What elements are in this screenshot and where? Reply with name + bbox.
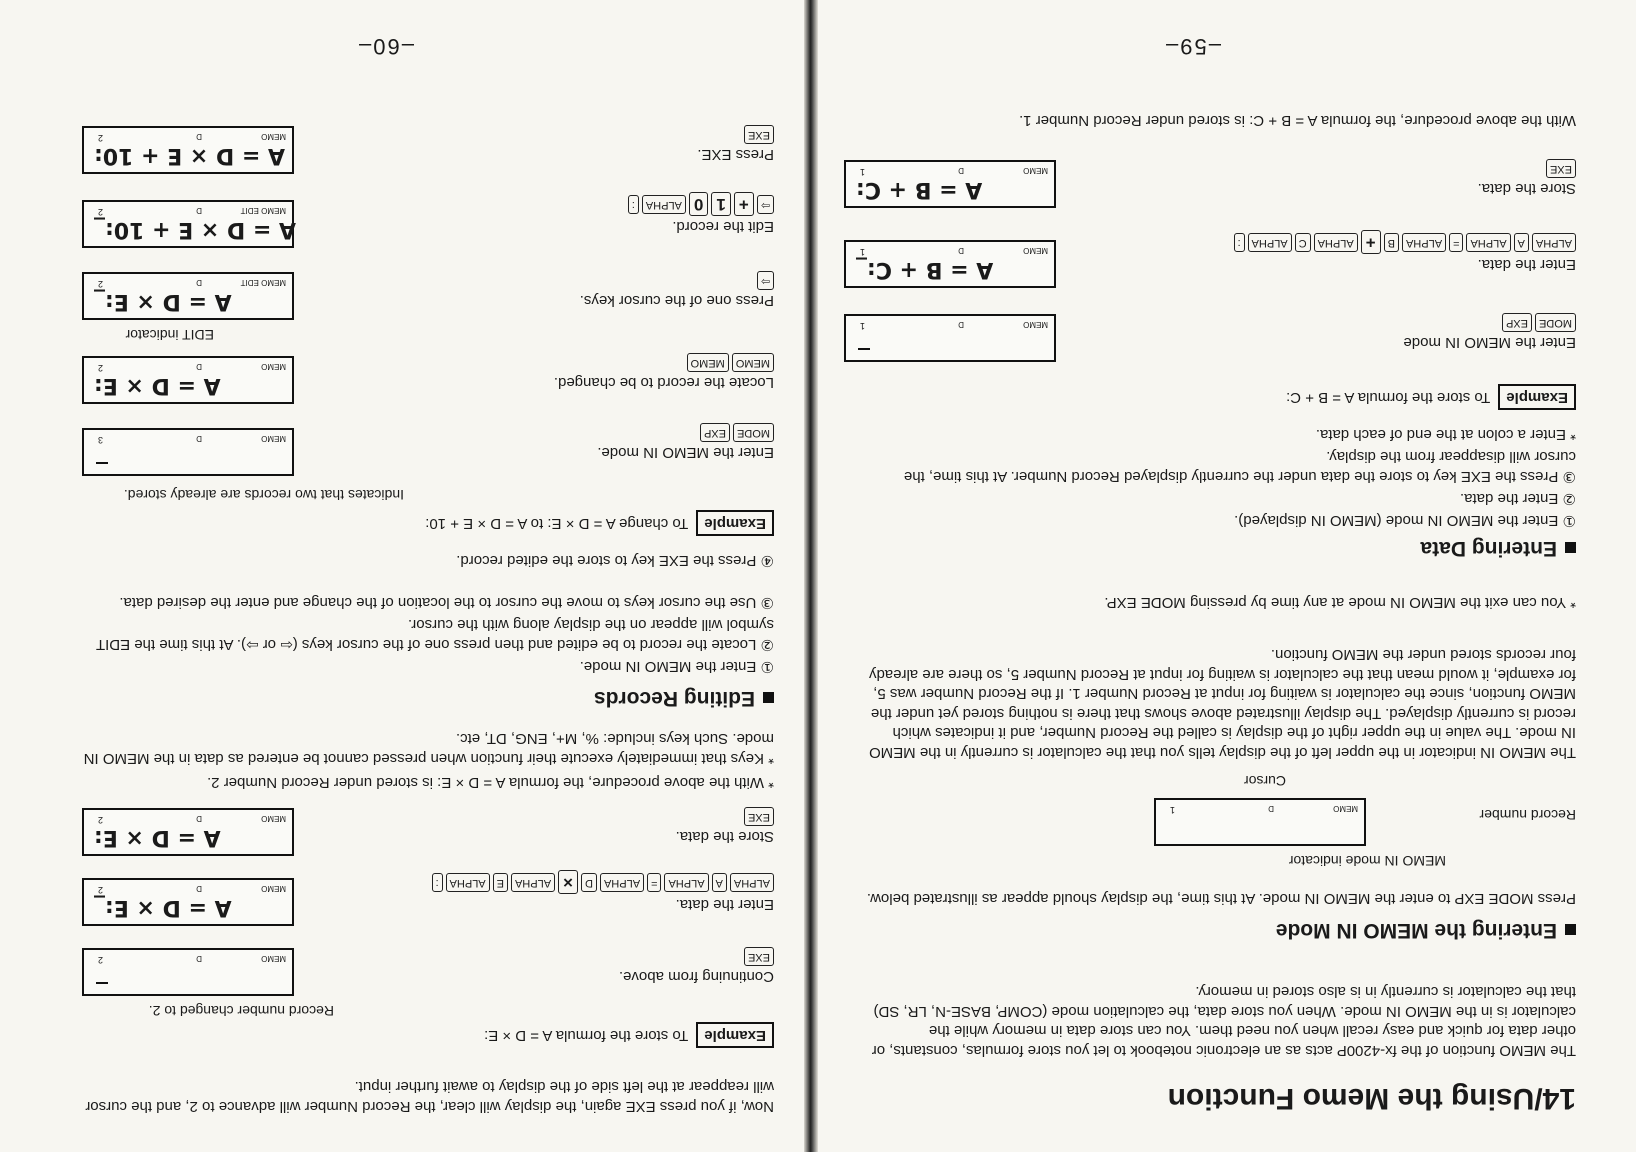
step-3: ③ Use the cursor keys to move the cursor to the location of the change and enter the desired data.	[119, 594, 774, 611]
step-label: Edit the record.	[672, 218, 774, 235]
mode-key: MODE	[733, 423, 774, 441]
alpha-key: ALPHA	[1314, 233, 1358, 251]
a-key: A	[1514, 233, 1529, 251]
record-changed-label: Record number changed to 2.	[148, 1003, 334, 1019]
note-1: * With the above procedure, the formula A = D × E: is stored under Record Number 2.	[207, 774, 774, 791]
d-indicator: D	[196, 206, 202, 216]
section-heading	[594, 685, 774, 712]
step-2: ② Locate the record to be edited and then press one of the cursor keys (⇦ or ⇨). At this time the EDIT symbol will appear on the display along with the cursor.	[96, 616, 774, 653]
record-number: 3	[98, 434, 104, 445]
plus-key: +	[734, 192, 754, 216]
record-number: 2	[98, 814, 104, 825]
memo-indicator: MEMO	[261, 278, 286, 288]
exe-key: EXE	[744, 947, 774, 965]
display-text: A = B + C:	[856, 177, 983, 202]
d-indicator: D	[958, 166, 964, 176]
indicator-label: MEMO IN mode indicator	[1288, 853, 1446, 869]
alpha-key: ALPHA	[642, 195, 686, 213]
plus-key: +	[1361, 230, 1381, 254]
memo-indicator: MEMO	[261, 814, 286, 824]
example-badge: Example	[1498, 385, 1576, 411]
edit-indicator: EDIT	[240, 206, 259, 216]
d-indicator: D	[196, 278, 202, 288]
equals-key: =	[647, 873, 661, 891]
alpha-key: ALPHA	[446, 873, 490, 891]
d-indicator: D	[196, 132, 202, 142]
press-paragraph: Press MODE EXP to enter the MEMO IN mode. At this time, the display should appear as illustrated below.	[866, 890, 1576, 907]
cursor-dash	[96, 462, 108, 464]
step-label: Continuing from above.	[618, 968, 774, 985]
example-row	[1286, 385, 1576, 411]
memo-indicator: MEMO	[1023, 246, 1048, 256]
display-text: A = B + C:_	[856, 257, 994, 282]
example-row	[425, 511, 774, 537]
cursor-label: Cursor	[1243, 773, 1286, 789]
step-label: Enter the data.	[675, 896, 774, 913]
step-3: ③ Press the EXE key to store the data under the currently displayed Record Number. At this time, the cursor will disappear from the display.	[903, 448, 1576, 485]
record-number-label: Record number	[1479, 807, 1576, 823]
display-text: A = D × E:_	[94, 289, 232, 314]
d-indicator: D	[1268, 804, 1274, 814]
memo-indicator: MEMO	[261, 206, 286, 216]
square-bullet-icon	[1565, 542, 1576, 553]
page-number: –60–	[357, 34, 414, 59]
colon-key: :	[628, 195, 639, 213]
example-badge: Example	[696, 1023, 774, 1049]
lcd-display	[844, 240, 1056, 288]
record-number: 1	[860, 246, 866, 257]
exp-key: EXP	[1502, 313, 1532, 331]
step-2: ② Enter the data.	[1459, 490, 1576, 507]
zero-key: 0	[689, 192, 708, 216]
lcd-display	[844, 160, 1056, 208]
a-key: A	[712, 873, 727, 891]
right-arrow-key: ⇨	[757, 271, 774, 289]
top-paragraph: Now, if you press EXE again, the display will clear, the Record Number will advance to 2, and the cursor will reappear at the left side of the display to await further input.	[85, 1078, 774, 1115]
step-row-store	[1478, 159, 1576, 198]
edit-indicator: EDIT	[240, 278, 259, 288]
step-row-enter	[429, 870, 774, 914]
c-key: C	[1295, 233, 1311, 251]
step-row-locate	[554, 353, 774, 392]
example-text: To store the formula A = D × E:	[484, 1027, 689, 1044]
example-row	[484, 1023, 774, 1049]
mode-key: MODE	[1535, 313, 1576, 331]
memo-edit-indicators	[241, 205, 286, 215]
exit-note: * You can exit the MEMO IN mode at any time by pressing MODE EXP.	[1104, 594, 1576, 611]
alpha-key: ALPHA	[1532, 233, 1576, 251]
heading-text: Editing Records	[593, 687, 755, 710]
alpha-key: ALPHA	[665, 873, 709, 891]
step-label: Enter the MEMO IN mode	[1403, 334, 1576, 351]
memo-in-explanation: The MEMO IN indicator in the upper left of the display tells you that the calculator is currently in the MEMO IN mode. The value in the upper right of the display is called the Record Number, and it indicates which record is currently displayed. The display illustrated above shows that there is nothing stored yet under the MEMO function, since the calculator is waiting for input at Record Number 1. If the Record Number was 5, for example, it would mean that the calculator is waiting for input at Record Number 5, so there are already four records stored under the MEMO function.	[868, 646, 1576, 761]
exp-key: EXP	[700, 423, 730, 441]
lcd-display	[844, 314, 1056, 362]
d-key: D	[581, 873, 597, 891]
lcd-display-memo-in	[1154, 798, 1366, 846]
record-number: 1	[860, 320, 866, 331]
step-row-mode	[1403, 313, 1576, 352]
step-row-cursor	[580, 271, 774, 310]
step-row-press	[697, 125, 774, 164]
memo-indicator: MEMO	[1333, 804, 1358, 814]
memo-indicator: MEMO	[261, 362, 286, 372]
intro-paragraph: The MEMO function of the fx-4200P acts as an electronic notebook to let you store formulas, constants, or other data for quick and easy recall when you need them. You can store data in memory while the calculator is in the MEMO IN mode. When you store data, the calculation mode (COMP, BASE-N, LR, SD) that the calculator is currently in is also stored in memory.	[871, 983, 1576, 1059]
square-bullet-icon	[1565, 924, 1576, 935]
edit-indicator-label: EDIT indicator	[125, 327, 214, 343]
page-number: –59–	[1164, 34, 1221, 59]
note-2: * Keys that immediately execute their function when pressed cannot be entered as data in the MEMO IN mode. Such keys include: %, M+, ENG, DT, etc.	[83, 730, 774, 767]
alpha-key: ALPHA	[730, 873, 774, 891]
cursor-dash	[858, 348, 870, 350]
one-key: 1	[711, 192, 730, 216]
record-number: 2	[98, 954, 104, 965]
lcd-display	[82, 200, 294, 248]
exe-key: EXE	[1546, 159, 1576, 177]
closing-paragraph: With the above procedure, the formula A = B + C: is stored under Record Number 1.	[1019, 112, 1576, 129]
step-label: Press EXE.	[697, 146, 774, 163]
display-text: A = D × E + 10:_	[94, 217, 296, 242]
heading-text: Entering Data	[1420, 537, 1557, 560]
step-row-mode	[597, 423, 774, 462]
record-number: 2	[98, 362, 104, 373]
alpha-key: ALPHA	[511, 873, 555, 891]
step-row-enter	[1231, 230, 1576, 274]
record-number: 2	[98, 206, 104, 217]
right-arrow-key: ⇨	[757, 195, 774, 213]
d-indicator: D	[196, 362, 202, 372]
step-label: Enter the data.	[1477, 256, 1576, 273]
d-indicator: D	[196, 434, 202, 444]
display-text: A = D × E:	[94, 373, 221, 398]
lcd-display	[82, 808, 294, 856]
step-row-edit	[625, 192, 774, 236]
book-gutter	[804, 0, 818, 1152]
memo-indicator: MEMO	[1023, 166, 1048, 176]
lcd-display	[82, 948, 294, 996]
lcd-display	[82, 272, 294, 320]
exe-key: EXE	[744, 807, 774, 825]
alpha-key: ALPHA	[600, 873, 644, 891]
d-indicator: D	[196, 884, 202, 894]
chapter-title: 14/Using the Memo Function	[1167, 1082, 1576, 1115]
cursor-dash	[96, 982, 108, 984]
step-1: ① Enter the MEMO IN mode.	[579, 658, 774, 675]
record-number: 1	[860, 166, 866, 177]
lcd-display	[82, 356, 294, 404]
record-number: 2	[98, 132, 104, 143]
step-row-continue	[619, 947, 774, 986]
example-text: To store the formula A = B + C:	[1286, 389, 1491, 406]
d-indicator: D	[196, 954, 202, 964]
alpha-key: ALPHA	[1248, 233, 1292, 251]
step-4: ④ Press the EXE key to store the edited record.	[456, 552, 774, 569]
memo-key: MEMO	[732, 353, 774, 371]
display-text: A = D × E:	[94, 825, 221, 850]
record-number: 2	[98, 884, 104, 895]
record-number: 2	[98, 278, 104, 289]
step-row-store	[676, 807, 774, 846]
section-heading	[1420, 535, 1576, 562]
d-indicator: D	[958, 246, 964, 256]
two-records-label: Indicates that two records are already stored.	[123, 487, 404, 503]
b-key: B	[1384, 233, 1399, 251]
step-label: Store the data.	[675, 828, 774, 845]
display-text: A = D × E:_	[94, 895, 232, 920]
memo-indicator: MEMO	[261, 884, 286, 894]
memo-indicator: MEMO	[261, 954, 286, 964]
colon-key: :	[1234, 233, 1245, 251]
heading-text: Entering the MEMO IN Mode	[1275, 919, 1557, 942]
equals-key: =	[1449, 233, 1463, 251]
e-key: E	[493, 873, 508, 891]
step-label: Store the data.	[1477, 180, 1576, 197]
step-label: Press one of the cursor keys.	[579, 292, 774, 309]
lcd-display	[82, 126, 294, 174]
memo-edit-indicators	[241, 277, 286, 287]
alpha-key: ALPHA	[1467, 233, 1511, 251]
lcd-display	[82, 878, 294, 926]
step-1: ① Enter the MEMO IN mode (MEMO IN displayed).	[1234, 512, 1576, 529]
record-number: 1	[1170, 804, 1176, 815]
step-label: Enter the MEMO IN mode.	[597, 444, 774, 461]
example-text: To change A = D × E: to A = D × E + 10:	[425, 515, 689, 532]
colon-key: :	[432, 873, 443, 891]
memo-indicator: MEMO	[1023, 320, 1048, 330]
d-indicator: D	[196, 814, 202, 824]
memo-indicator: MEMO	[261, 434, 286, 444]
lcd-display	[82, 428, 294, 476]
section-heading	[1276, 917, 1576, 944]
step-label: Locate the record to be changed.	[553, 374, 774, 391]
page-60	[24, 0, 784, 1152]
d-indicator: D	[958, 320, 964, 330]
multiply-key: ×	[558, 870, 578, 894]
example-badge: Example	[696, 511, 774, 537]
colon-note: * Enter a colon at the end of each data.	[1315, 426, 1576, 443]
exe-key: EXE	[744, 125, 774, 143]
memo-indicator: MEMO	[261, 132, 286, 142]
memo-key: MEMO	[687, 353, 729, 371]
alpha-key: ALPHA	[1402, 233, 1446, 251]
page-59	[826, 0, 1596, 1152]
display-text: A = D × E + 10:	[94, 143, 285, 168]
square-bullet-icon	[763, 692, 774, 703]
